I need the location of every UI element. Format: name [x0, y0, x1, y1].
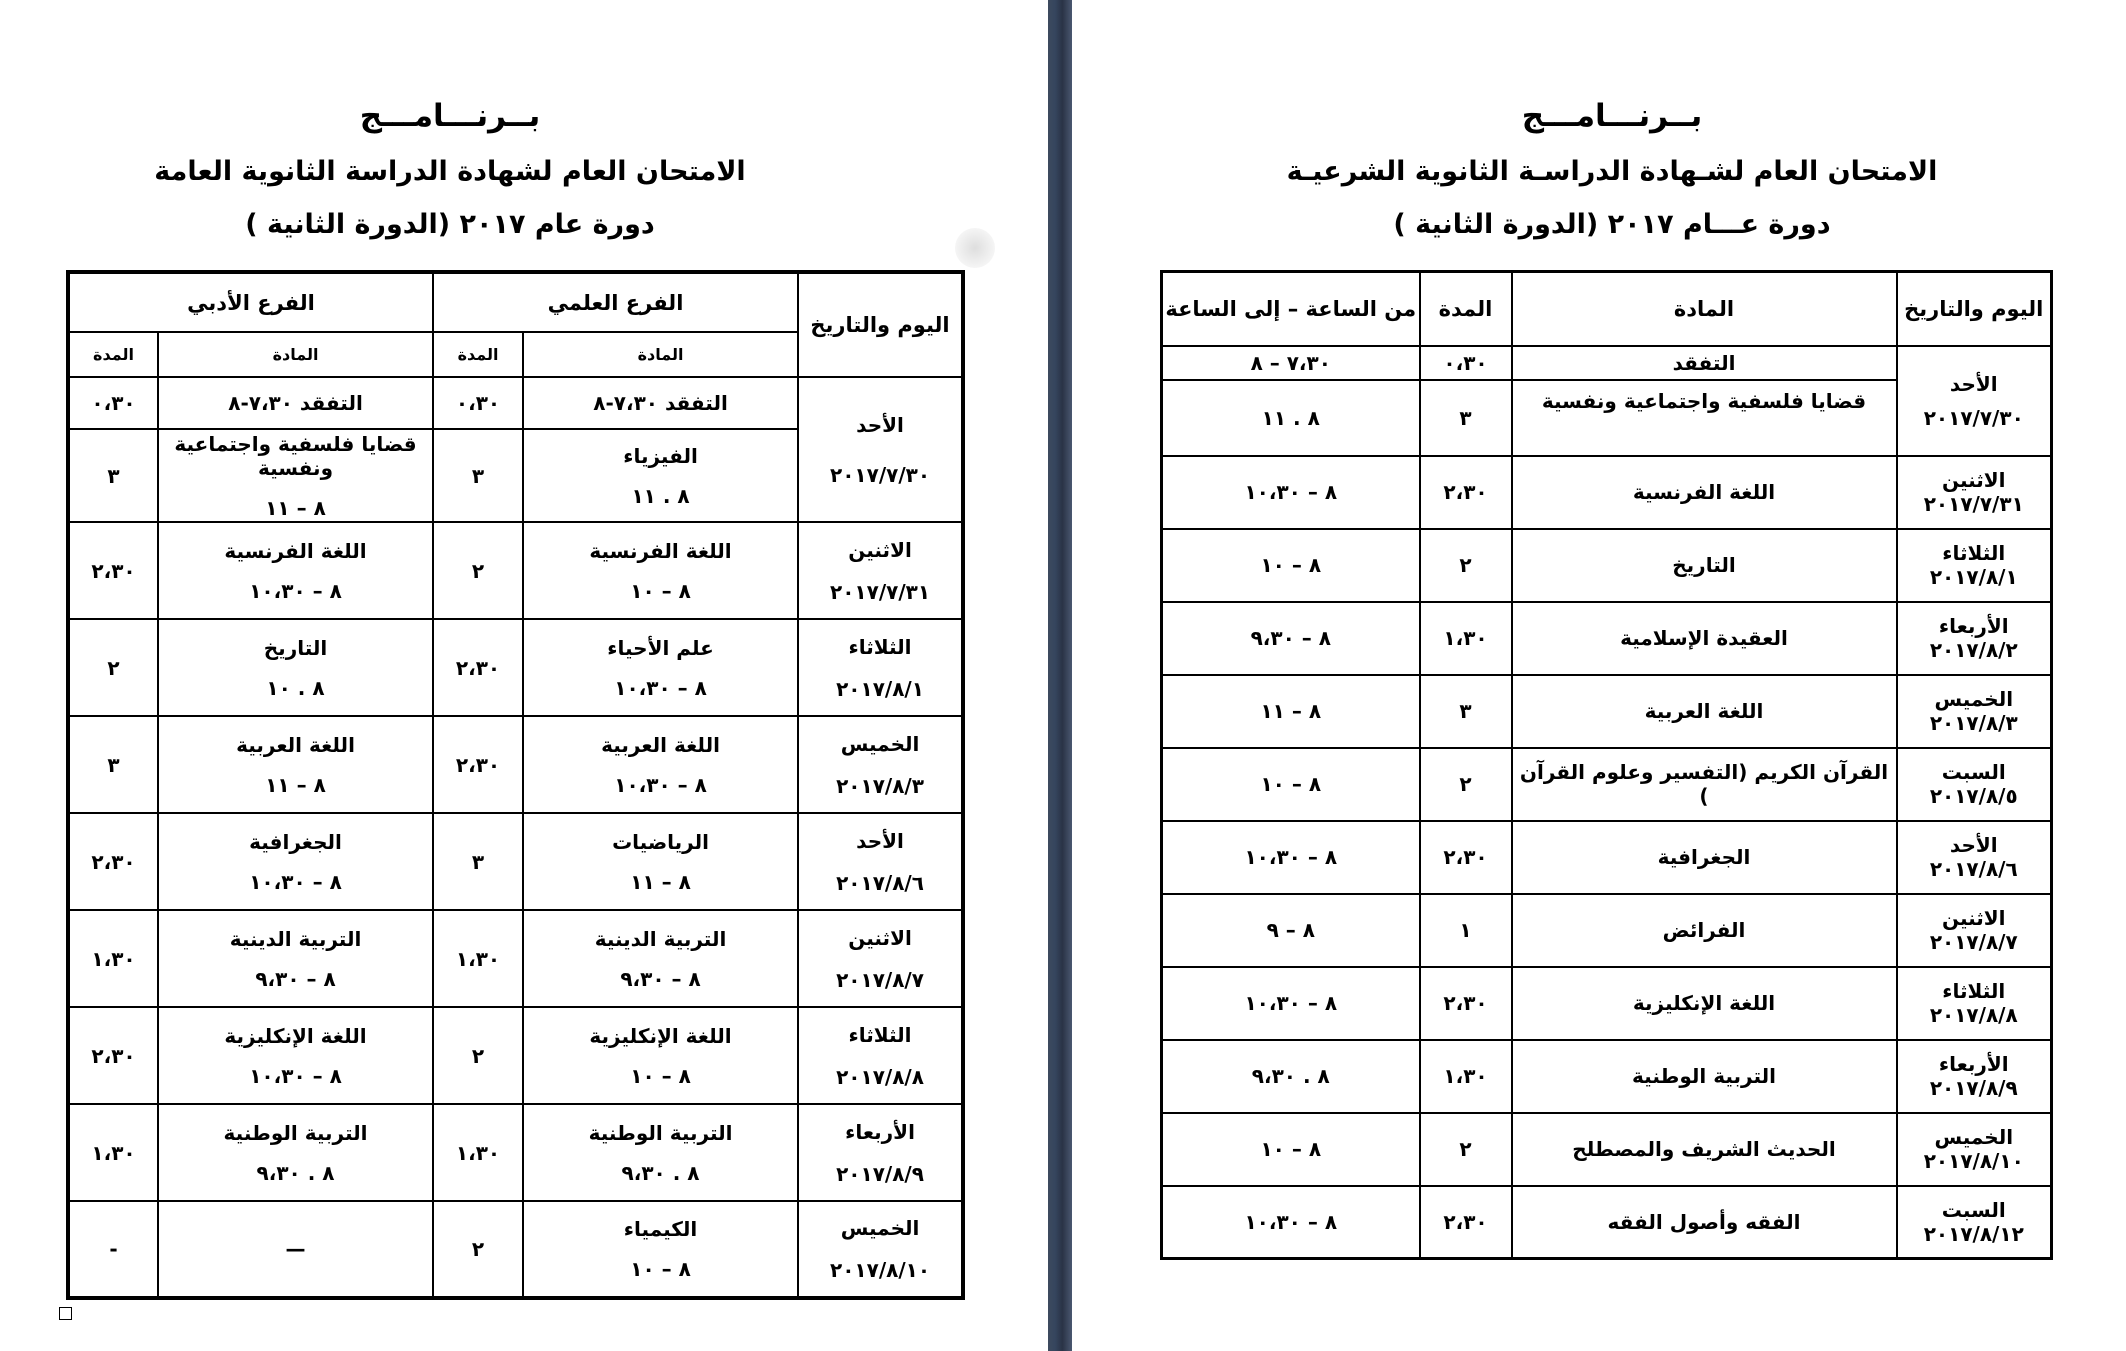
lit-duration-cell: ٣ [68, 429, 158, 522]
right-row-13 [1162, 1186, 2052, 1259]
right-row-11 [1162, 1040, 2052, 1113]
left-row-8 [68, 1007, 963, 1104]
subject-cell: التربية الوطنية [1512, 1040, 1897, 1113]
duration-cell: ٢،٣٠ [1420, 1186, 1512, 1259]
day-name: الاثنين [1941, 906, 2006, 930]
anchor-handle[interactable] [59, 1307, 72, 1320]
time-cell: ٨ – ١٠،٣٠ [1162, 821, 1420, 894]
day-date: ٢٠١٧/٨/١٠ [1923, 1149, 2024, 1173]
lit-subject-cell [158, 619, 433, 716]
right-day-cell [1897, 346, 2052, 456]
lit-duration-cell: ٢،٣٠ [68, 522, 158, 619]
sci-subject-cell [523, 1201, 798, 1298]
sci-duration-cell: ٢ [433, 1007, 523, 1104]
left-header-day-date: اليوم والتاريخ [798, 272, 963, 377]
time-cell: ٨ . ٩،٣٠ [1162, 1040, 1420, 1113]
subject-cell: اللغة الإنكليزية [1512, 967, 1897, 1040]
day-name: الأحد [1949, 833, 1998, 857]
right-row-4 [1162, 529, 2052, 602]
duration-cell: ٣ [1420, 380, 1512, 456]
subject-time: ٨ – ١١ [265, 772, 326, 797]
day-name: الخميس [1934, 1125, 2014, 1149]
sci-subject-cell [523, 1007, 798, 1104]
subject-name: التاريخ [263, 635, 328, 660]
subject-time: ٨ – ١١ [265, 495, 326, 520]
subject-name: التربية الوطنية [588, 1120, 733, 1145]
lit-duration-cell: ٠،٣٠ [68, 377, 158, 429]
right-day-cell [1897, 748, 2052, 821]
subject-name: قضايا فلسفية واجتماعية ونفسية [174, 431, 417, 480]
day-name: الثلاثاء [848, 634, 912, 659]
left-row-5 [68, 716, 963, 813]
day-date: ٢٠١٧/٨/٦ [836, 870, 924, 895]
subject-cell: التفقد [1512, 346, 1897, 380]
subject-time: ٨ – ١٠،٣٠ [614, 675, 707, 700]
lit-subject-cell: — [158, 1201, 433, 1298]
left-header-lit-duration: المدة [68, 332, 158, 377]
day-date: ٢٠١٧/٨/٨ [836, 1064, 924, 1089]
right-row-6 [1162, 675, 2052, 748]
left-header-sci-subject: المادة [523, 332, 798, 377]
day-date: ٢٠١٧/٨/١٢ [1923, 1221, 2024, 1246]
lit-subject-cell [158, 1104, 433, 1201]
sci-subject-cell [523, 429, 798, 522]
right-row-10 [1162, 967, 2052, 1040]
right-day-cell [1897, 1113, 2052, 1186]
left-heading [140, 98, 760, 240]
right-session-line: دورة عـــام ٢٠١٧ (الدورة الثانية ) [1393, 209, 1831, 240]
subject-cell: اللغة العربية [1512, 675, 1897, 748]
subject-name: اللغة الإنكليزية [589, 1023, 732, 1048]
left-schedule-table [66, 270, 965, 1300]
subject-name: اللغة الفرنسية [224, 538, 367, 563]
subject-name: علم الأحياء [607, 635, 714, 660]
left-day-cell [798, 1104, 963, 1201]
day-date: ٢٠١٧/٧/٣١ [830, 579, 931, 604]
right-exam-subtitle: الامتحان العام لشـهادة الدراسـة الثانوية الشرعيـة [1286, 156, 1938, 187]
lit-duration-cell: ٢،٣٠ [68, 813, 158, 910]
day-name: الخميس [840, 1216, 920, 1240]
sci-duration-cell: ٣ [433, 429, 523, 522]
lit-duration-cell: ١،٣٠ [68, 910, 158, 1007]
left-exam-subtitle: الامتحان العام لشهادة الدراسة الثانوية العامة [154, 156, 746, 187]
sci-duration-cell: ٢،٣٠ [433, 619, 523, 716]
day-name: الاثنين [1941, 468, 2006, 492]
left-row-7 [68, 910, 963, 1007]
day-name: الثلاثاء [1942, 979, 2006, 1003]
sci-duration-cell: ٣ [433, 813, 523, 910]
duration-cell: ٢،٣٠ [1420, 456, 1512, 529]
sci-duration-cell: ٢،٣٠ [433, 716, 523, 813]
time-cell: ٨ – ١٠ [1162, 529, 1420, 602]
left-row-10 [68, 1201, 963, 1298]
subject-name: التربية الوطنية [223, 1120, 368, 1145]
time-cell: ٨ – ١٠،٣٠ [1162, 967, 1420, 1040]
duration-cell: ٢ [1420, 1113, 1512, 1186]
day-name: الأربعاء [1938, 614, 2009, 638]
right-row-5 [1162, 602, 2052, 675]
subject-name: اللغة العربية [236, 732, 355, 757]
lit-subject-cell [158, 813, 433, 910]
subject-time: ٨ – ١٠،٣٠ [249, 869, 342, 894]
right-row-8 [1162, 821, 2052, 894]
duration-cell: ٠،٣٠ [1420, 346, 1512, 380]
sci-subject-cell [523, 1104, 798, 1201]
right-day-cell [1897, 675, 2052, 748]
duration-cell: ١ [1420, 894, 1512, 967]
day-date: ٢٠١٧/٨/٣ [836, 773, 924, 798]
sci-duration-cell: ٠،٣٠ [433, 377, 523, 429]
day-name: الأربعاء [1938, 1052, 2009, 1076]
day-date: ٢٠١٧/٨/١ [836, 676, 924, 701]
sci-duration-cell: ١،٣٠ [433, 910, 523, 1007]
sci-subject-cell [523, 910, 798, 1007]
day-name: الأحد [1949, 371, 1998, 396]
time-cell: ٨ – ٩،٣٠ [1162, 602, 1420, 675]
right-header-subject: المادة [1512, 272, 1897, 346]
scan-smudge [955, 228, 995, 268]
day-name: الاثنين [848, 537, 912, 562]
subject-cell: الجغرافية [1512, 821, 1897, 894]
subject-name: اللغة الفرنسية [589, 538, 732, 563]
day-name: الأربعاء [845, 1119, 915, 1144]
page-divider [1048, 0, 1072, 1351]
day-date: ٢٠١٧/٧/٣١ [1923, 492, 2024, 516]
day-date: ٢٠١٧/٨/٥ [1929, 784, 2018, 808]
subject-cell: القرآن الكريم (التفسير وعلوم القرآن ) [1512, 748, 1897, 821]
duration-cell: ١،٣٠ [1420, 602, 1512, 675]
time-cell: ٨ – ١٠ [1162, 748, 1420, 821]
right-day-cell [1897, 602, 2052, 675]
lit-duration-cell: ٣ [68, 716, 158, 813]
subject-time: ٨ – ١١ [630, 869, 691, 894]
right-header-time: من الساعة – إلى الساعة [1162, 272, 1420, 346]
left-row-3 [68, 522, 963, 619]
sci-duration-cell: ٢ [433, 1201, 523, 1298]
day-name: الثلاثاء [1942, 541, 2006, 565]
subject-time: ٨ – ٩،٣٠ [255, 966, 336, 991]
right-row-3 [1162, 456, 2052, 529]
subject-time: ٨ – ١٠،٣٠ [249, 1063, 342, 1088]
day-date: ٢٠١٧/٨/٦ [1929, 857, 2018, 881]
day-date: ٢٠١٧/٨/٨ [1929, 1003, 2018, 1027]
right-day-cell [1897, 1040, 2052, 1113]
day-name: الاثنين [848, 925, 912, 950]
lit-duration-cell: ٢،٣٠ [68, 1007, 158, 1104]
right-day-cell [1897, 529, 2052, 602]
sci-duration-cell: ٢ [433, 522, 523, 619]
left-day-cell [798, 619, 963, 716]
left-header-literary: الفرع الأدبي [68, 272, 433, 332]
right-document-page [1072, 0, 2126, 1351]
right-heading [1272, 98, 1952, 240]
duration-cell: ٢،٣٠ [1420, 967, 1512, 1040]
right-row-1 [1162, 346, 2052, 380]
subject-name: الفيزياء [623, 443, 698, 468]
left-header-scientific: الفرع العلمي [433, 272, 798, 332]
duration-cell: ٢ [1420, 748, 1512, 821]
subject-name: الرياضيات [612, 829, 709, 854]
duration-cell: ٣ [1420, 675, 1512, 748]
subject-time: ٨ – ١٠ [630, 578, 691, 603]
sci-duration-cell: ١،٣٠ [433, 1104, 523, 1201]
subject-time: ٨ – ٩،٣٠ [620, 966, 701, 991]
right-schedule-table [1160, 270, 2053, 1260]
subject-time: ٨ – ١٠ [630, 1063, 691, 1088]
subject-cell: التاريخ [1512, 529, 1897, 602]
left-day-cell [798, 377, 963, 522]
day-date: ٢٠١٧/٧/٣٠ [1923, 405, 2024, 430]
duration-cell: ١،٣٠ [1420, 1040, 1512, 1113]
lit-subject-cell: التفقد ٧،٣٠-٨ [158, 377, 433, 429]
lit-subject-cell [158, 1007, 433, 1104]
subject-cell: الفقه وأصول الفقه [1512, 1186, 1897, 1259]
subject-cell: العقيدة الإسلامية [1512, 602, 1897, 675]
right-day-cell [1897, 1186, 2052, 1259]
sci-subject-cell [523, 813, 798, 910]
day-name: الخميس [1934, 687, 2014, 711]
right-day-cell [1897, 456, 2052, 529]
subject-name: الجغرافية [249, 829, 342, 854]
right-row-7 [1162, 748, 2052, 821]
left-session-line: دورة عام ٢٠١٧ (الدورة الثانية ) [245, 209, 655, 240]
left-document-page [0, 0, 1048, 1351]
subject-name: اللغة العربية [601, 732, 720, 757]
left-row-9 [68, 1104, 963, 1201]
subject-cell: قضايا فلسفية واجتماعية ونفسية [1512, 380, 1897, 456]
right-day-cell [1897, 894, 2052, 967]
right-program-title: بــرنـــامـــج [1521, 98, 1703, 134]
day-name: الأحد [856, 412, 904, 437]
left-header-sci-duration: المدة [433, 332, 523, 377]
day-date: ٢٠١٧/٨/٣ [1929, 711, 2018, 735]
subject-time: ٨ . ١١ [631, 483, 690, 508]
time-cell: ٨ – ٩ [1162, 894, 1420, 967]
day-date: ٢٠١٧/٨/١٠ [830, 1258, 931, 1282]
right-row-12 [1162, 1113, 2052, 1186]
day-date: ٢٠١٧/٨/٢ [1929, 638, 2018, 662]
lit-subject-cell [158, 429, 433, 522]
day-date: ٢٠١٧/٨/٩ [836, 1161, 924, 1186]
day-name: السبت [1941, 1197, 2006, 1222]
right-header-day-date: اليوم والتاريخ [1897, 272, 2052, 346]
time-cell: ٨ – ١٠،٣٠ [1162, 1186, 1420, 1259]
day-date: ٢٠١٧/٨/٩ [1929, 1076, 2018, 1100]
left-row-4 [68, 619, 963, 716]
day-date: ٢٠١٧/٧/٣٠ [830, 462, 931, 487]
left-day-cell [798, 910, 963, 1007]
day-name: السبت [1941, 760, 2006, 784]
duration-cell: ٢،٣٠ [1420, 821, 1512, 894]
left-day-cell [798, 1007, 963, 1104]
subject-time: ٨ . ٩،٣٠ [256, 1160, 335, 1185]
lit-subject-cell [158, 716, 433, 813]
right-row-9 [1162, 894, 2052, 967]
lit-subject-cell [158, 522, 433, 619]
subject-name: اللغة الإنكليزية [224, 1023, 367, 1048]
day-name: الأحد [856, 828, 904, 853]
subject-cell: اللغة الفرنسية [1512, 456, 1897, 529]
subject-cell: الفرائض [1512, 894, 1897, 967]
time-cell: ٧،٣٠ – ٨ [1162, 346, 1420, 380]
sci-subject-cell [523, 716, 798, 813]
left-header-lit-subject: المادة [158, 332, 433, 377]
sci-subject-cell [523, 522, 798, 619]
left-day-cell [798, 1201, 963, 1298]
time-cell: ٨ – ١٠ [1162, 1113, 1420, 1186]
lit-duration-cell: - [68, 1201, 158, 1298]
day-date: ٢٠١٧/٨/١ [1929, 565, 2018, 589]
subject-name: الكيمياء [623, 1217, 698, 1241]
subject-name: التربية الدينية [594, 926, 727, 951]
sci-subject-cell: التفقد ٧،٣٠-٨ [523, 377, 798, 429]
day-name: الخميس [840, 731, 920, 756]
right-day-cell [1897, 821, 2052, 894]
duration-cell: ٢ [1420, 529, 1512, 602]
sci-subject-cell [523, 619, 798, 716]
subject-time: ٨ – ١٠،٣٠ [249, 578, 342, 603]
subject-time: ٨ – ١٠،٣٠ [614, 772, 707, 797]
left-row-1 [68, 377, 963, 429]
time-cell: ٨ – ١٠،٣٠ [1162, 456, 1420, 529]
time-cell: ٨ . ١١ [1162, 380, 1420, 456]
subject-name: التربية الدينية [229, 926, 362, 951]
left-day-cell [798, 522, 963, 619]
left-day-cell [798, 716, 963, 813]
subject-time: ٨ . ٩،٣٠ [621, 1160, 700, 1185]
day-date: ٢٠١٧/٨/٧ [836, 967, 924, 992]
lit-subject-cell [158, 910, 433, 1007]
time-cell: ٨ – ١١ [1162, 675, 1420, 748]
day-name: الثلاثاء [848, 1022, 912, 1047]
right-day-cell [1897, 967, 2052, 1040]
lit-duration-cell: ٢ [68, 619, 158, 716]
subject-time: ٨ – ١٠ [630, 1257, 691, 1281]
lit-duration-cell: ١،٣٠ [68, 1104, 158, 1201]
left-program-title: بــرنـــامـــج [359, 98, 541, 134]
day-date: ٢٠١٧/٨/٧ [1929, 930, 2018, 954]
left-row-6 [68, 813, 963, 910]
subject-cell: الحديث الشريف والمصطلح [1512, 1113, 1897, 1186]
subject-time: ٨ . ١٠ [266, 675, 325, 700]
left-day-cell [798, 813, 963, 910]
right-header-duration: المدة [1420, 272, 1512, 346]
